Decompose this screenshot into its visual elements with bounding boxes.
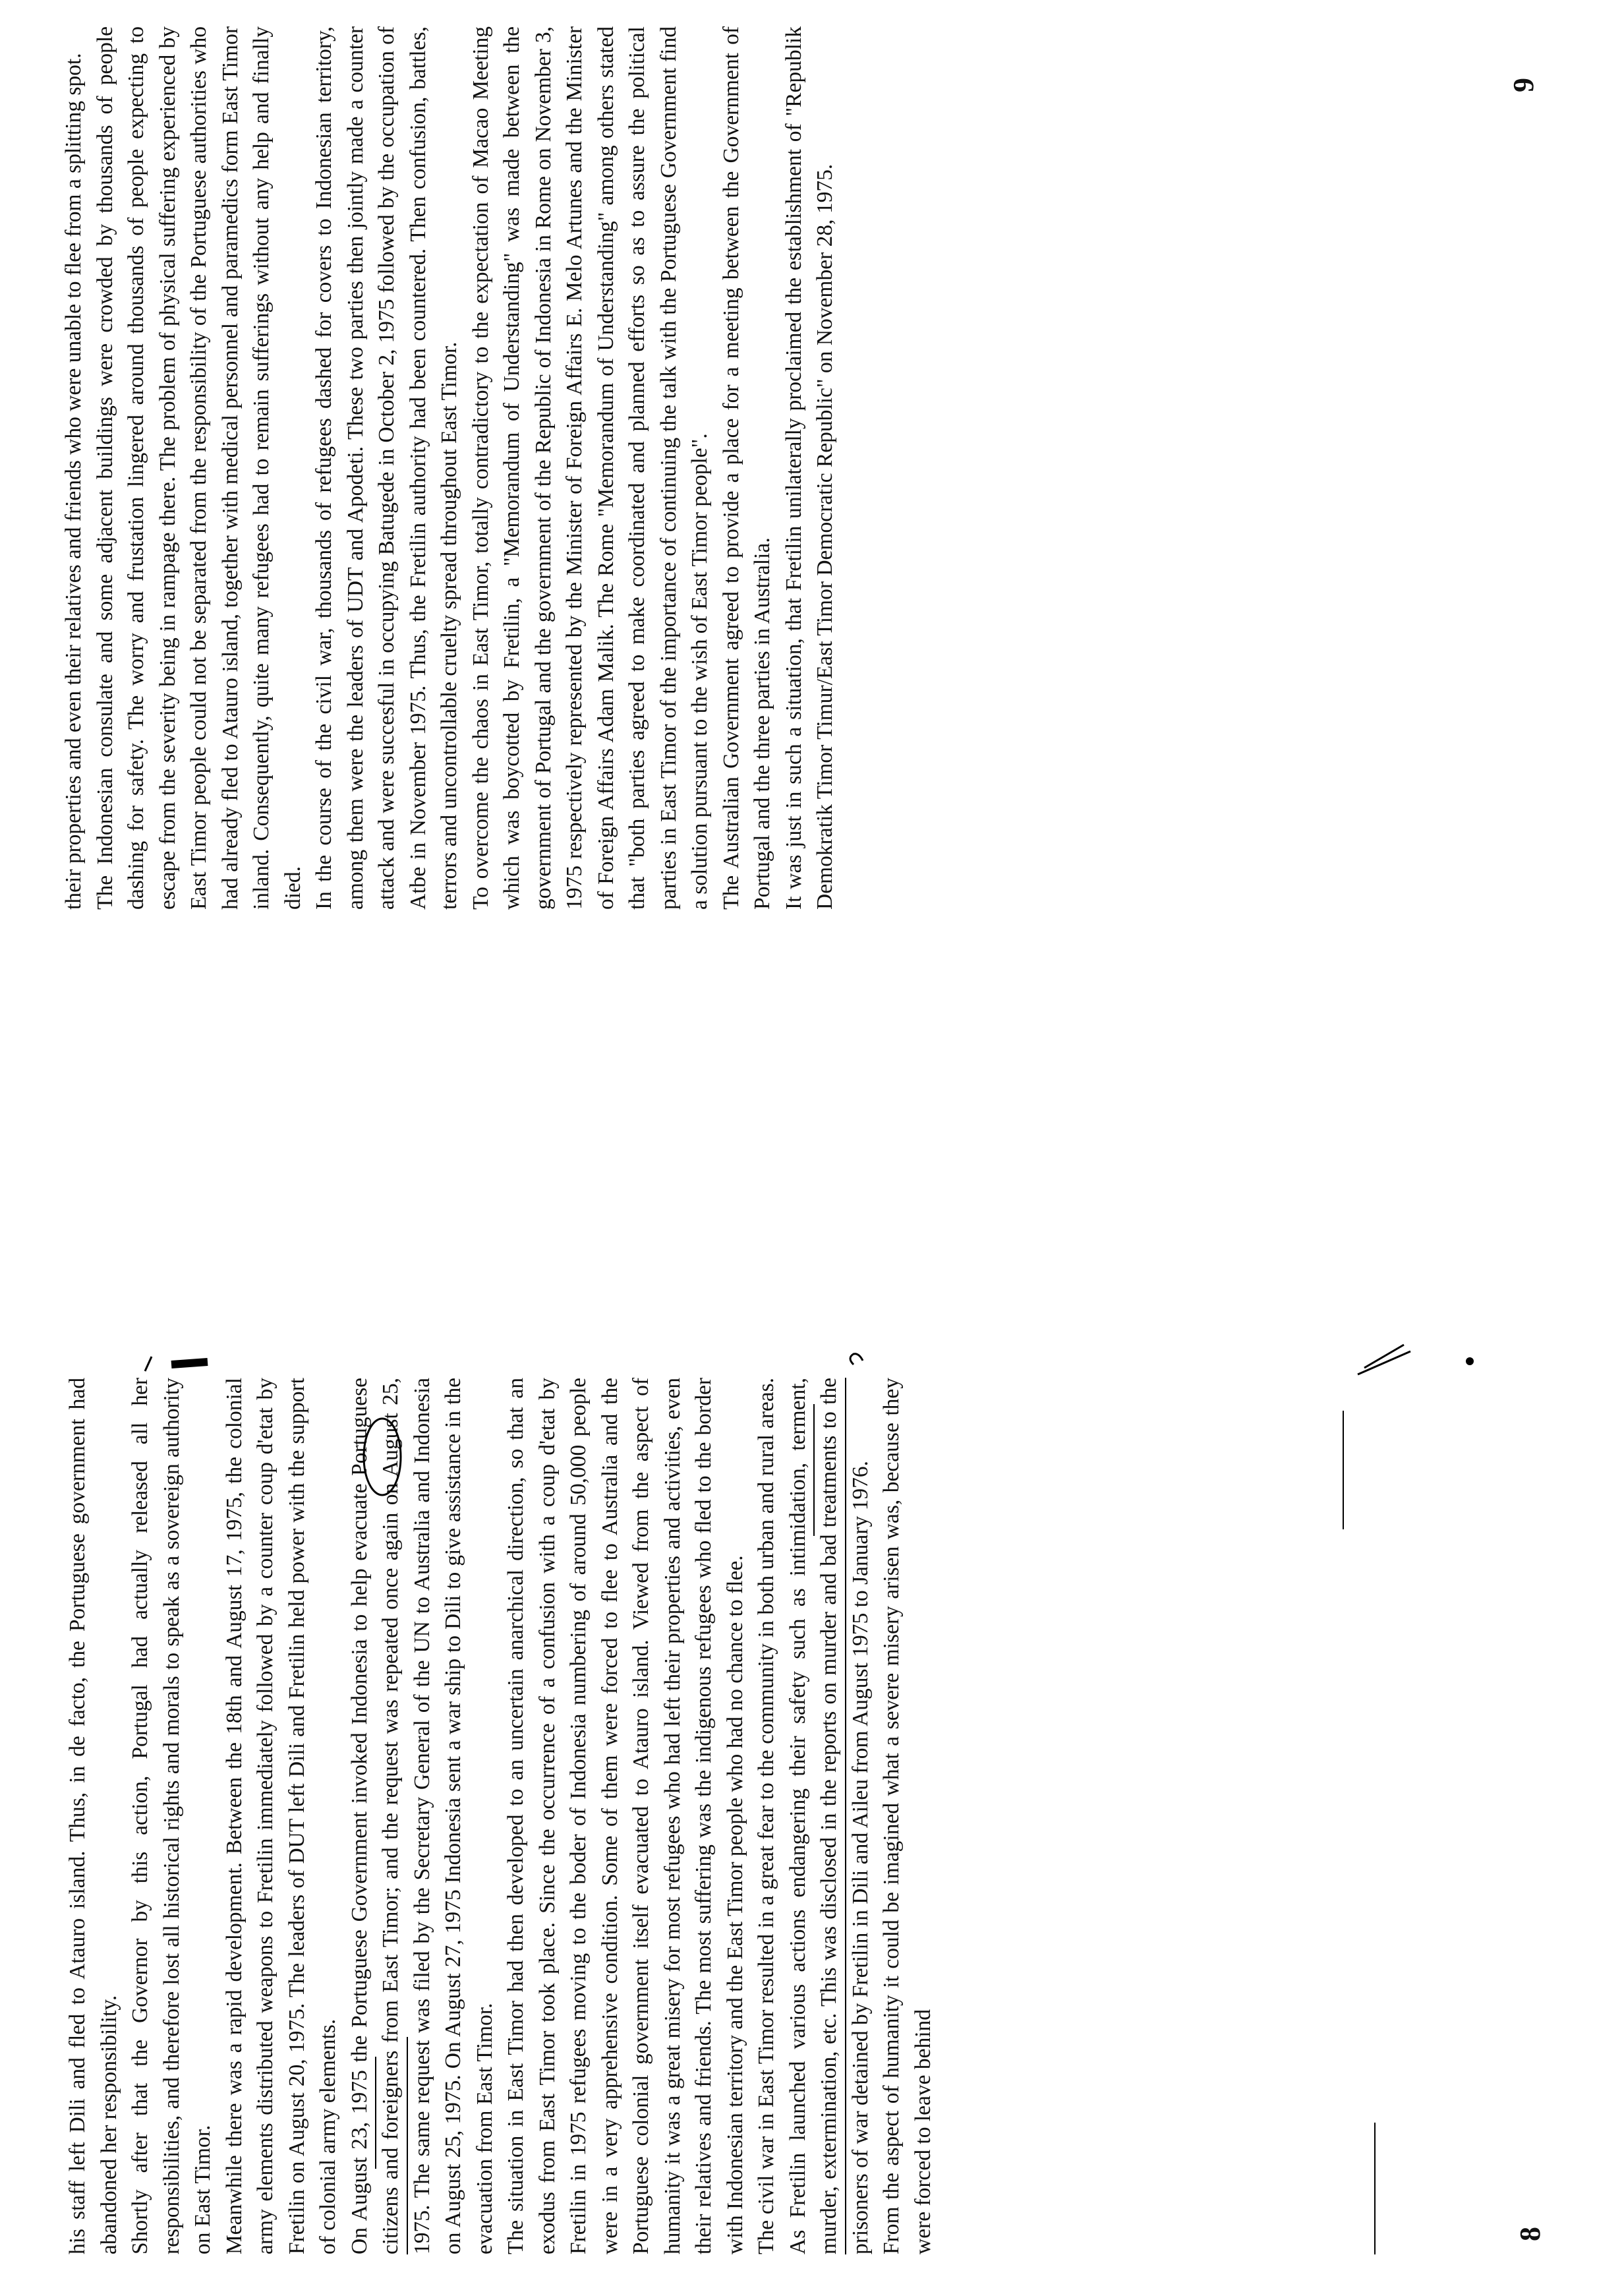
paragraph: his staff left Dili and fled to Atauro island. Thus, in de facto, the Portuguese government had abandoned her responsibility. xyxy=(65,1378,121,2254)
right-page-text xyxy=(58,26,841,910)
margin-tick-mark xyxy=(145,1357,152,1371)
paragraph: To overcome the chaos in East Timor, totally contradictory to the expectation of Macao Meeting which was boycotted by Fretilin, a "Memorandum of Understanding" was made between the government of Portugal and the government of the Republic of Indonesia in Rome on November 3, 1975 respectively represented by the Minister of Foreign Affairs E. Melo Artunes and the Minister of Foreign Affairs Adam Malik. The Rome "Memorandum of Understanding" among others stated that "both parties agreed to make coordinated and planned efforts so as to assure the political parties in East Timor of the importance of continuing the talk with the Portuguese Government find a solution pursuant to the wish of East Timor people". xyxy=(468,26,712,910)
paragraph: The civil war in East Timor resulted in a great fear to the community in both urban and rural areas. As Fretilin launched various actions endangering their safety such as intimidation, terment, murder, extermination, etc. This was disclosed in the reports on murder and bad treatments to the prisoners of war detained by Fretilin in Dili and Aileu from August 1975 to January 1976. xyxy=(754,1378,873,2254)
paragraph: It was just in such a situation, that Fretilin unilaterally proclaimed the establishment of "Republik Demokratik Timor Timur/East Timor Democratic Republic" on November 28, 1975. xyxy=(781,26,837,910)
underline-annotations xyxy=(0,1371,1549,2254)
margin-question-mark xyxy=(850,1354,863,1365)
paragraph: From the aspect of humanity it could be imagined what a severe misery arisen was, because they were forced to leave behind xyxy=(879,1378,935,2254)
paragraph: On August 23, 1975 the Portuguese Government invoked Indonesia to help evacuate Portuguese citizens and foreigners from East Timor; and the request was repeated once again on August 25, 1975. The same request was filed by the Secretary General of the UN to Australia and Indonesia on August 25, 1975. On August 27, 1975 Indonesia sent a war ship to Dili to give assistance in the evacuation from East Timor. xyxy=(347,1378,497,2254)
margin-dot-mark xyxy=(1466,1357,1474,1365)
paragraph: The situation in East Timor had then developed to an uncertain anarchical direction, so that an exodus from East Timor took place. Since the occurrence of a confusion with a coup d'etat by Fretilin in 1975 refugees moving to the boder of Indonesia numbering of around 50,000 people were in a very apprehensive condition. Some of them were forced to flee to Australia and the Portuguese colonial government itself evacuated to Atauro island. Viewed from the aspect of humanity it was a great misery for most refugees who had left their properties and activities, even their relatives and friends. The most suffering was the indigenous refugees who fled to the border with Indonesian territory and the East Timor people who had no chance to flee. xyxy=(504,1378,747,2254)
paragraph: Meanwhile there was a rapid development. Between the 18th and August 17, 1975, the colonial army elements distributed weapons to Fretilin immediately followed by a counter coup d'etat by Fretilin on August 20, 1975. The leaders of DUT left Dili and Fretilin held power with the support of colonial army elements. xyxy=(221,1378,340,2254)
margin-bar-mark xyxy=(171,1362,208,1365)
paragraph: their properties and even their relatives and friends who were unable to flee from a splitting spot. xyxy=(61,53,86,910)
paragraph: Shortly after that the Governor by this action, Portugal had actually released all her responsibilities, and therefore lost all historical rights and morals to speak as a sovereign authority on East Timor. xyxy=(128,1378,215,2254)
right-page-number: 9 xyxy=(1507,78,1540,92)
paragraph: The Indonesian consulate and some adjacent buildings were crowded by thousands of people dashing for safety. The worry and frustation lingered around thousands of people expecting to escape from the severity being in rampage there. The problem of physical suffering experienced by East Timor people could not be separated from the responsibility of the Portuguese authorities who had already fled to Atauro island, together with medical personnel and paramedics form East Timor inland. Consequently, quite many refugees had to remain sufferings without any help and finally died. xyxy=(92,26,305,910)
paragraph: The Australian Government agreed to provide a place for a meeting between the Government of Portugal and the three parties in Australia. xyxy=(718,26,774,910)
left-page-number: 8 xyxy=(1514,2227,1546,2241)
paragraph: In the course of the civil war, thousands of refugees dashed for covers to Indonesian territory, among them were the leaders of UDT and Apodeti. These two parties then jointly made a counter attack and were succesful in occupying Batugede in October 2, 1975 followed by the occupation of Atbe in November 1975. Thus, the Fretilin authority had been countered. Then confusion, battles, terrors and uncontrollable cruelty spread throughout East Timor. xyxy=(312,26,461,910)
